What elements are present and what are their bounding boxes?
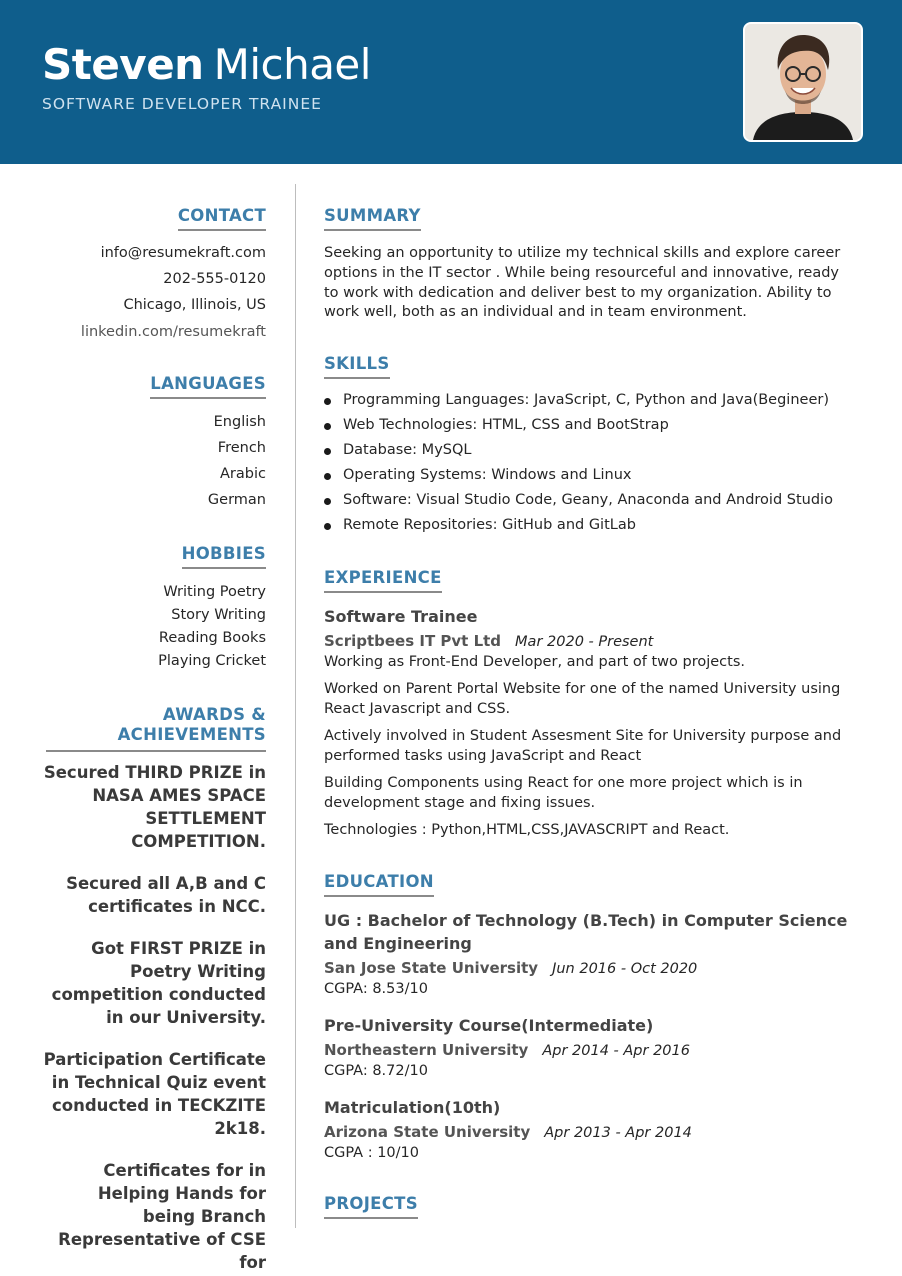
edu-dates: Apr 2014 - Apr 2016 [542, 1043, 690, 1059]
award-item: Certificates for in Helping Hands for being Branch Representative of CSE for [58, 1161, 266, 1272]
award-item: Got FIRST PRIZE in Poetry Writing competition conducted in our University. [51, 939, 266, 1027]
bullet-icon [324, 523, 331, 530]
candidate-name [42, 40, 371, 89]
resume-header [0, 0, 902, 164]
job-dates: Mar 2020 - Present [515, 634, 654, 650]
skill-text: Programming Languages: JavaScript, C, Python and Java(Begineer) [343, 392, 829, 408]
contact-heading: CONTACT [178, 206, 266, 231]
degree-title: Matriculation(10th) [324, 1098, 501, 1117]
skill-text: Database: MySQL [343, 442, 472, 458]
job-detail: Actively involved in Student Assesment Site for University purpose and performed tasks using JavaScript and React [324, 728, 842, 764]
job-detail: Technologies : Python,HTML,CSS,JAVASCRIPT and React. [324, 822, 730, 838]
job-detail: Building Components using React for one more project which is in development stage and fixing issues. [324, 775, 803, 811]
skill-text: Web Technologies: HTML, CSS and BootStrap [343, 417, 669, 433]
bullet-icon [324, 498, 331, 505]
skills-heading: SKILLS [324, 354, 390, 379]
person-avatar-icon [745, 24, 861, 140]
summary-text: Seeking an opportunity to utilize my technical skills and explore career options in the IT sector . While being resourceful and innovative, ready to work with dedication and deliver best to my organization. Ability to work well, both as an individual and in team environment. [324, 245, 841, 321]
projects-heading: PROJECTS [324, 1194, 418, 1219]
hobby-item: Story Writing [171, 607, 266, 623]
bullet-icon [324, 423, 331, 430]
degree-title: UG : Bachelor of Technology (B.Tech) in Computer Science and Engineering [324, 911, 848, 953]
last-name: Michael [213, 40, 371, 89]
edu-school-line [324, 1123, 692, 1141]
contact-phone: 202-555-0120 [163, 271, 266, 287]
company-name: Scriptbees IT Pvt Ltd [324, 632, 502, 650]
degree-title: Pre-University Course(Intermediate) [324, 1016, 654, 1035]
edu-score: CGPA: 8.53/10 [324, 981, 428, 997]
skill-text: Software: Visual Studio Code, Geany, Anaconda and Android Studio [343, 492, 833, 508]
job-title: Software Trainee [324, 607, 478, 626]
bullet-icon [324, 398, 331, 405]
edu-score: CGPA : 10/10 [324, 1145, 419, 1161]
bullet-icon [324, 473, 331, 480]
languages-heading: LANGUAGES [150, 374, 266, 399]
job-detail: Working as Front-End Developer, and part of two projects. [324, 654, 745, 670]
edu-dates: Jun 2016 - Oct 2020 [552, 961, 698, 977]
education-heading: EDUCATION [324, 872, 434, 897]
job-employer [324, 632, 653, 650]
contact-email[interactable]: info@resumekraft.com [100, 245, 266, 261]
awards-heading: AWARDS & ACHIEVEMENTS [46, 705, 266, 752]
award-item: Participation Certificate in Technical Quiz event conducted in TECKZITE 2k18. [43, 1050, 266, 1138]
language-item: Arabic [220, 466, 266, 482]
skill-text: Operating Systems: Windows and Linux [343, 467, 632, 483]
first-name: Steven [42, 40, 204, 89]
school-name: Arizona State University [324, 1123, 531, 1141]
job-role: SOFTWARE DEVELOPER TRAINEE [42, 95, 322, 113]
hobby-item: Writing Poetry [163, 584, 266, 600]
hobby-item: Playing Cricket [158, 653, 266, 669]
hobbies-heading: HOBBIES [182, 544, 266, 569]
edu-school-line [324, 1041, 690, 1059]
language-item: French [217, 440, 266, 456]
skill-text: Remote Repositories: GitHub and GitLab [343, 517, 636, 533]
hobby-item: Reading Books [158, 630, 266, 646]
contact-location: Chicago, Illinois, US [123, 297, 266, 313]
language-item: English [213, 414, 266, 430]
award-item: Secured THIRD PRIZE in NASA AMES SPACE SETTLEMENT COMPETITION. [43, 763, 266, 851]
edu-dates: Apr 2013 - Apr 2014 [544, 1125, 692, 1141]
language-item: German [207, 492, 266, 508]
column-divider [295, 184, 296, 1228]
bullet-icon [324, 448, 331, 455]
summary-heading: SUMMARY [324, 206, 421, 231]
school-name: San Jose State University [324, 959, 539, 977]
award-item: Secured all A,B and C certificates in NCC. [66, 874, 266, 916]
contact-linkedin[interactable]: linkedin.com/resumekraft [80, 324, 266, 340]
job-detail: Worked on Parent Portal Website for one of the named University using React Javascript and CSS. [324, 681, 841, 717]
edu-school-line [324, 959, 697, 977]
school-name: Northeastern University [324, 1041, 529, 1059]
edu-score: CGPA: 8.72/10 [324, 1063, 428, 1079]
profile-photo [743, 22, 863, 142]
experience-heading: EXPERIENCE [324, 568, 442, 593]
